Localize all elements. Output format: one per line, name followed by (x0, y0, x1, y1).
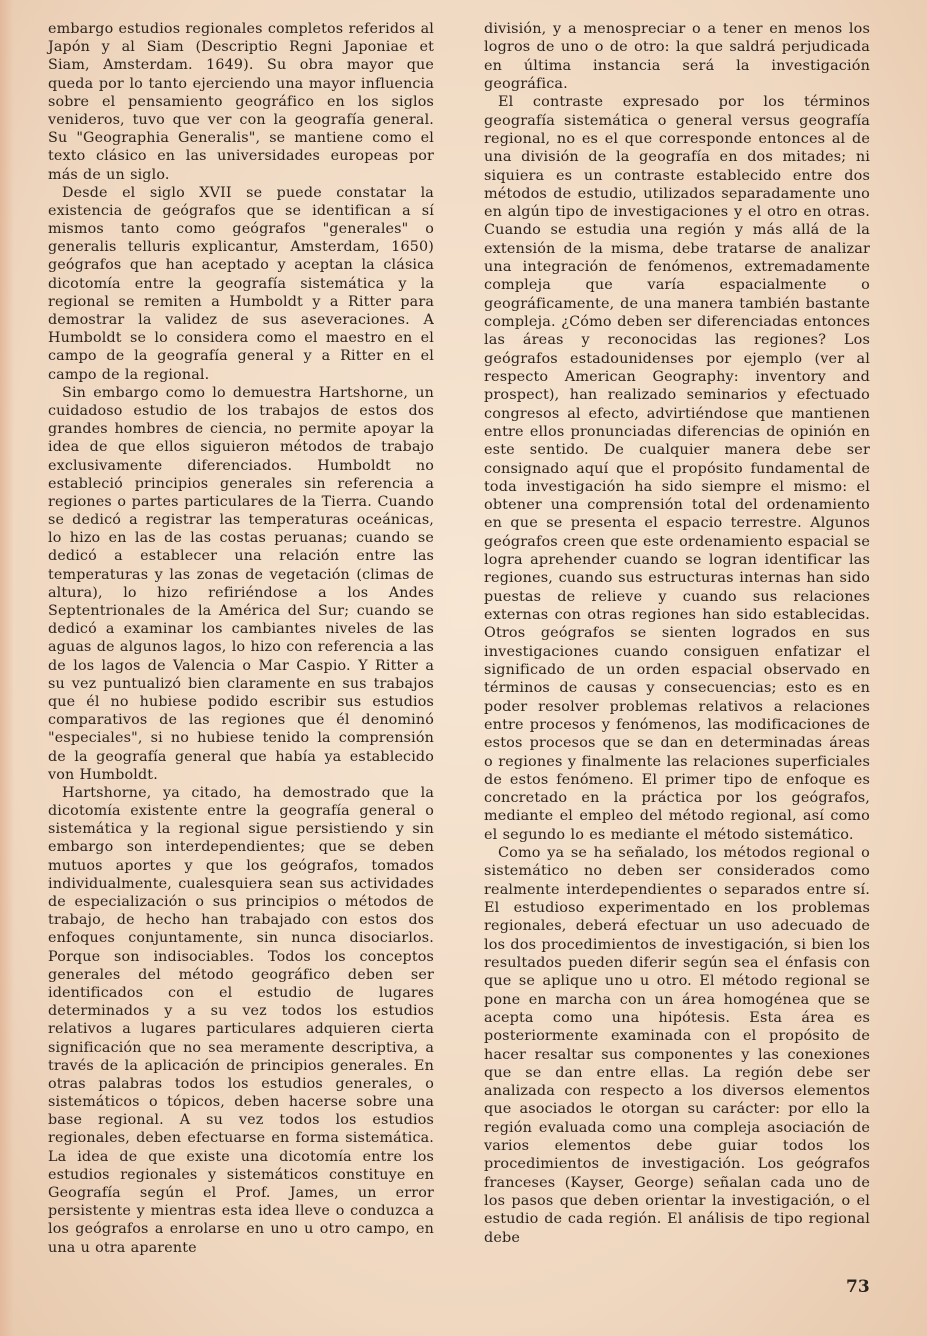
paragraph: Desde el siglo XVII se puede constatar la existencia de geógrafos que se identifican a sí mismos tanto como geógrafos "generales" o generalis telluris explicantur, Amsterdam, 1650) geógrafos que han aceptado y aceptan la clásica dicotomía entre la geografía sistemática y la regional se remiten a Humboldt y a Ritter para demostrar la validez de sus aseveraciones. A Humboldt se lo considera como el maestro en el campo de la geografía general y a Ritter en el campo de la regional. (48, 184, 434, 383)
paragraph: división, y a menospreciar o a tener en menos los logros de uno o de otro: la que saldrá perjudicada en última instancia será la investigación geográfica. (484, 21, 870, 92)
paragraph: Hartshorne, ya citado, ha demostrado que la dicotomía existente entre la geografía general o sistemática y la regional sigue persistiendo y sin embargo son interdependientes; que se deben mutuos aportes y que los geógrafos, tomados individualmente, cualesquiera sean sus actividades de especialización o sus principios o métodos de trabajo, de hecho han trabajado con estos dos enfoques conjuntamente, sin nunca disociarlos. Porque son indisociables. Todos los conceptos generales del método geográfico deben ser identificados con el estudio de lugares determinados y a su vez todos los estudios relativos a lugares particulares adquieren cierta significación que no sea meramente descriptiva, a través de la aplicación de principios generales. En otras palabras todos los estudios generales, o sistemáticos o tópicos, deben hacerse sobre una base regional. A su vez todos los estudios regionales, deben efectuarse en forma sistemática. La idea de que existe una dicotomía entre los estudios regionales y sistemáticos constituye en Geografía según el Prof. James, un error persistente y mientras esta idea lleve o conduzca a los geógrafos a enrolarse en uno u otro campo, en una u otra aparente (48, 784, 434, 1256)
paragraph: embargo estudios regionales completos referidos al Japón y al Siam (Descriptio Regni Japoniae et Siam, Amsterdam. 1649). Su obra mayor que queda por lo tanto ejerciendo una mayor influencia sobre el pensamiento geográfico en los siglos venideros, tuvo que ver con la geografía general. Su "Geographia Generalis", se mantiene como el texto clásico en las universidades europeas por más de un siglo. (48, 21, 434, 183)
paragraph: Como ya se ha señalado, los métodos regional o sistemático no deben ser considerados como realmente interdependientes o separados entre sí. El estudioso experimentado en los problemas regionales, deberá efectuar un uso adecuado de los dos procedimientos de investigación, si bien los resultados pueden diferir según sea el énfasis con que se aplique uno u otro. El método regional se pone en marcha con un área homogénea que se acepta como una hipótesis. Esta área es posteriormente examinada con el propósito de hacer resaltar sus componentes y las conexiones que se dan entre ellas. La región debe ser analizada con respecto a los diversos elementos que asociados le otorgan su carácter: por ello la región evaluada como una compleja asociación de varios elementos debe guiar todos los procedimientos de investigación. Los geógrafos franceses (Kayser, George) señalan cada uno de los pasos que deben orientar la investigación, o el estudio de cada región. El análisis de tipo regional debe (484, 845, 870, 1246)
right-text-column (484, 20, 870, 1247)
page-edge-shadow (0, 0, 14, 1336)
paragraph: El contraste expresado por los términos geografía sistemática o general versus geografía regional, no es el que corresponde entonces al de una división de la geografía en dos mitades; ni siquiera es un contraste establecido entre dos métodos de estudio, utilizados separadamente uno en algún tipo de investigaciones y el otro en otras. Cuando se estudia una región y más allá de la extensión de la misma, debe tratarse de analizar una integración de fenómenos, extremadamente compleja que varía espacialmente o geográficamente, de una manera también bastante compleja. ¿Cómo deben ser diferenciadas entonces las áreas y reconocidas las regiones? Los geógrafos estadounidenses por ejemplo (ver al respecto American Geography: inventory and prospect), han realizado seminarios y efectuado congresos al efecto, advirtiéndose que mantienen entre ellos pronunciadas diferencias de opinión en este sentido. De cualquier manera debe ser consignado aquí que el propósito fundamental de toda investigación ha sido siempre el mismo: el obtener una comprensión total del ordenamiento en que se presenta el espacio terrestre. Algunos geógrafos creen que este ordenamiento espacial se logra aprehender cuando se logran identificar las regiones, cuando sus estructuras internas han sido puestas de relieve y cuando sus relaciones externas con otras regiones han sido establecidas. Otros geógrafos se sienten logrados en sus investigaciones cuando consiguen enfatizar el significado de un orden espacial observado en términos de causas y consecuencias; esto es en poder resolver problemas relativos a relaciones entre procesos y fenómenos, las modificaciones de estos procesos que se dan en determinadas áreas o regiones y finalmente las relaciones superficiales de estos fenómeno. El primer tipo de enfoque es concretado en la práctica por los geógrafos, mediante el empleo del método regional, así como el segundo lo es mediante el método sistemático. (484, 94, 870, 843)
paragraph: Sin embargo como lo demuestra Hartshorne, un cuidadoso estudio de los trabajos de estos dos grandes hombres de ciencia, no permite apoyar la idea de que ellos siguieron métodos de trabajo exclusivamente diferenciados. Humboldt no estableció principios generales sin referencia a regiones o partes particulares de la Tierra. Cuando se dedicó a registrar las temperaturas oceánicas, lo hizo en las de las costas peruanas; cuando se dedicó a establecer una relación entre las temperaturas y las zonas de vegetación (climas de altura), lo hizo refiriéndose a los Andes Septentrionales de la América del Sur; cuando se dedicó a examinar los cambiantes niveles de las aguas de algunos lagos, lo hizo con referencia a las de los lagos de Valencia o Mar Caspio. Y Ritter a su vez puntualizó bien claramente en sus trabajos que él no hubiese podido escribir sus estudios comparativos de las regiones que él denominó "especiales", si no hubiese tenido la comprensión de la geografía general que había ya establecido von Humboldt. (48, 384, 434, 783)
page-number: 73 (846, 1277, 870, 1297)
left-text-column (48, 20, 434, 1257)
